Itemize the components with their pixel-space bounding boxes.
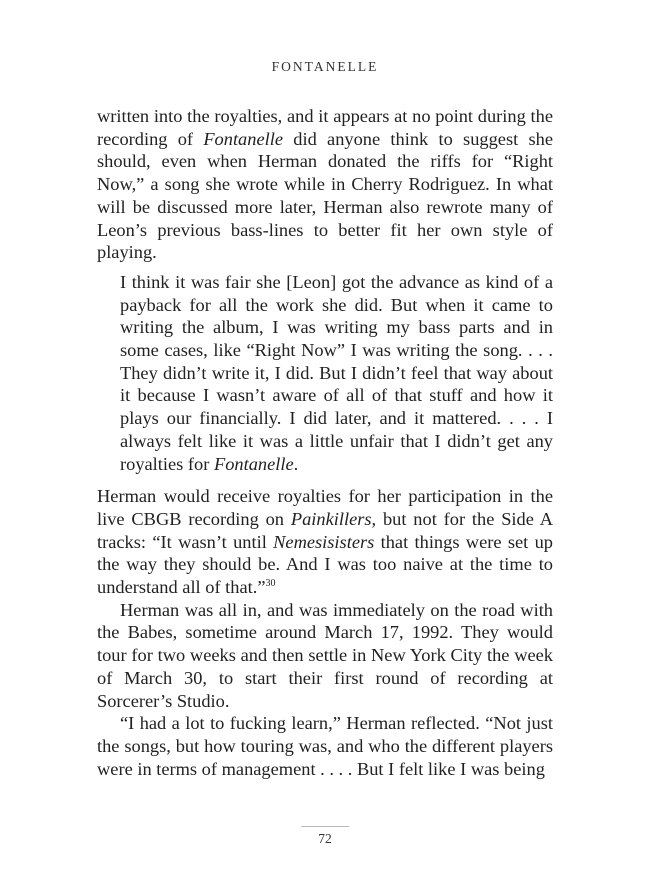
footnote-marker[interactable]: 30 xyxy=(265,578,276,590)
page-number: 72 xyxy=(318,831,332,846)
italic-title: Nemesisisters xyxy=(273,531,375,552)
text-span: I think it was fair she [Leon] got the advance as kind of a payback for all the work she did. But when it came to writing the album, I was writing my bass parts and in some cases, like “Right Now” I was writing the song. . . . They didn’t write it, I did. But I didn’t feel that way about it because I wasn’t aware of all of that stuff and how it plays our financially. I did later, and it mattered. . . . I always felt like it was a little unfair that I didn’t get any royalties for xyxy=(120,271,553,474)
text-span: Herman would receive royalties for her participation in the live CBGB recording on xyxy=(97,486,553,529)
italic-title: Painkillers xyxy=(290,508,372,529)
body-text xyxy=(97,105,553,780)
paragraph-3: Herman was all in, and was immediately on the road with the Babes, sometime around March 17, 1992. They would tour for two weeks and then settle in New York City the week of March 30, to start their first round of recording at Sorcerer’s Studio. xyxy=(97,599,553,711)
text-span: , but not for the Side A tracks: “It wasn’t until xyxy=(97,508,554,552)
text-span: that things were set up the way they should be. And I was too naive at the time to understand all of that.” xyxy=(97,531,554,598)
paragraph-4: “I had a lot to fucking learn,” Herman reflected. “Not just the songs, but how touring was, and who the different players were in terms of management . . . . But I felt like I was being xyxy=(97,713,553,779)
running-head: FONTANELLE xyxy=(271,59,379,74)
paragraph-2 xyxy=(97,485,553,599)
italic-title: Fontanelle xyxy=(203,128,283,149)
text-span: did anyone think to suggest she should, even when Herman donated the riffs for “Right Now,” a song she wrote while in Cherry Rodriguez. In what will be discussed more later, Herman also rewrote many of Leon’s previous bass-lines to better fit her own style of playing. xyxy=(97,128,553,263)
text-span: . xyxy=(293,453,299,474)
paragraph-1 xyxy=(97,105,553,264)
folio-rule xyxy=(301,826,349,827)
italic-title: Fontanelle xyxy=(213,453,294,474)
block-quote xyxy=(120,271,553,475)
text-span: written into the royalties, and it appears at no point during the recording of xyxy=(97,106,553,149)
